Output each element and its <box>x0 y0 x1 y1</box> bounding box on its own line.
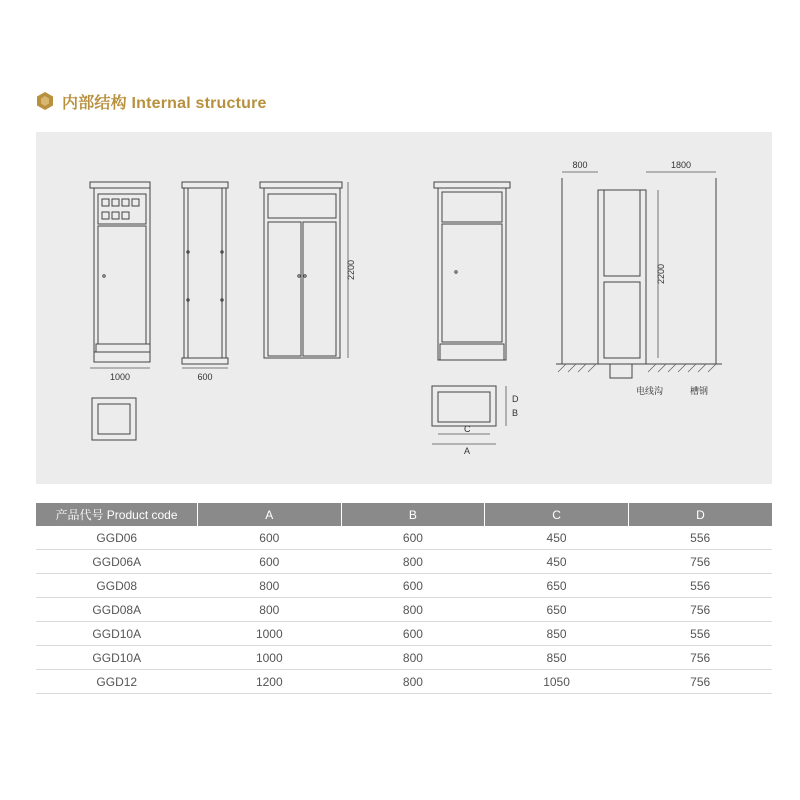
cell-code: GGD10A <box>36 622 198 646</box>
cell-c: 650 <box>485 598 629 622</box>
installed-front-view <box>434 182 510 360</box>
front-clearance-label: 1800 <box>670 160 692 170</box>
cell-d: 756 <box>628 646 772 670</box>
header-c: C <box>485 503 629 526</box>
cell-a: 1000 <box>198 622 342 646</box>
cell-code: GGD06 <box>36 526 198 550</box>
cell-a: 800 <box>198 574 342 598</box>
cell-code: GGD12 <box>36 670 198 694</box>
side-view-drawing <box>182 182 228 364</box>
cell-code: GGD08 <box>36 574 198 598</box>
cell-b: 600 <box>341 526 485 550</box>
cell-d: 756 <box>628 670 772 694</box>
cell-b: 800 <box>341 670 485 694</box>
dim-b-label: B <box>512 408 519 418</box>
height-label: 2200 <box>346 259 356 281</box>
section-title: 内部结构 Internal structure <box>62 94 267 112</box>
table-header-row <box>36 503 772 526</box>
cell-a: 600 <box>198 526 342 550</box>
table-row <box>36 550 772 574</box>
front-view-drawing <box>90 182 150 362</box>
cell-code: GGD08A <box>36 598 198 622</box>
table-row <box>36 622 772 646</box>
rear-view-drawing <box>260 182 342 358</box>
cell-d: 556 <box>628 622 772 646</box>
plan-view-drawings <box>92 386 496 440</box>
cell-d: 756 <box>628 550 772 574</box>
header-a: A <box>198 503 342 526</box>
cell-code: GGD06A <box>36 550 198 574</box>
cell-b: 800 <box>341 550 485 574</box>
rear-clearance-label: 800 <box>572 160 588 170</box>
cell-b: 800 <box>341 646 485 670</box>
cell-a: 800 <box>198 598 342 622</box>
table-row <box>36 526 772 550</box>
cell-a: 1200 <box>198 670 342 694</box>
cable-trench-label: 电线沟 <box>636 386 664 396</box>
cell-code: GGD10A <box>36 646 198 670</box>
table-row <box>36 670 772 694</box>
structure-diagram <box>36 132 772 484</box>
hexagon-icon <box>36 91 54 111</box>
cell-c: 850 <box>485 622 629 646</box>
installation-section <box>556 178 722 378</box>
cell-b: 600 <box>341 622 485 646</box>
cell-c: 1050 <box>485 670 629 694</box>
channel-steel-label: 槽钢 <box>690 386 709 396</box>
dim-c-label: C <box>464 424 471 434</box>
cell-b: 800 <box>341 598 485 622</box>
cell-b: 600 <box>341 574 485 598</box>
front-width-label: 1000 <box>109 372 131 382</box>
cell-c: 850 <box>485 646 629 670</box>
cell-c: 650 <box>485 574 629 598</box>
table-row <box>36 646 772 670</box>
cell-d: 556 <box>628 526 772 550</box>
cell-d: 756 <box>628 598 772 622</box>
dim-a-label: A <box>464 446 471 456</box>
cell-a: 600 <box>198 550 342 574</box>
header-d: D <box>628 503 772 526</box>
header-b: B <box>341 503 485 526</box>
cell-d: 556 <box>628 574 772 598</box>
section-header <box>36 88 267 114</box>
dim-d-label: D <box>512 394 519 404</box>
product-table <box>36 503 772 694</box>
header-product-code: 产品代号 Product code <box>36 503 198 526</box>
table-row <box>36 574 772 598</box>
side-depth-label: 600 <box>197 372 213 382</box>
cell-c: 450 <box>485 550 629 574</box>
cell-a: 1000 <box>198 646 342 670</box>
cell-c: 450 <box>485 526 629 550</box>
install-height-label: 2200 <box>656 263 666 285</box>
cabinet-drawings <box>36 132 772 484</box>
table-row <box>36 598 772 622</box>
